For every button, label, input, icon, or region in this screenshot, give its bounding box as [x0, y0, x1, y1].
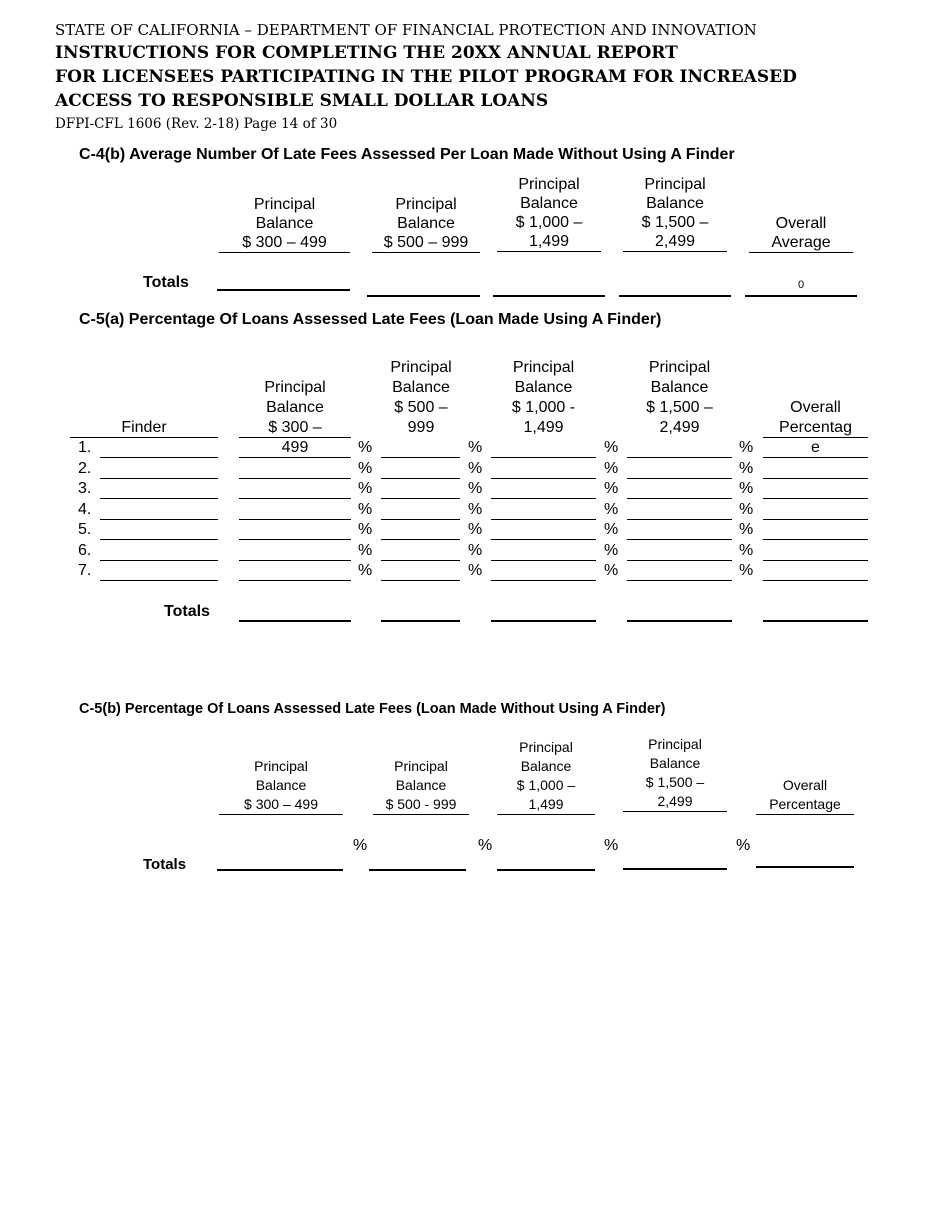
- c5a-row-number: 7.: [78, 562, 92, 579]
- c5b-col4-line: $ 1,500 –: [645, 774, 705, 790]
- c4b-total-col4-field[interactable]: [619, 295, 731, 297]
- c5a-col3-field[interactable]: [491, 580, 596, 581]
- c5b-col1-line: Balance: [255, 777, 307, 793]
- c5a-total-col1-field[interactable]: [239, 620, 351, 622]
- c5a-col3-field[interactable]: [491, 457, 596, 458]
- c5a-row-number: 2.: [78, 459, 92, 477]
- c5a-pct: %: [358, 521, 373, 538]
- c5a-col4-line: $ 1,500 –: [646, 399, 713, 416]
- c5a-finder-field[interactable]: [100, 539, 218, 540]
- c5a-pct: %: [604, 541, 619, 559]
- c5a-pct: %: [739, 500, 754, 518]
- c5a-col1-field[interactable]: [239, 580, 351, 581]
- c4b-col2-line: Principal: [395, 196, 457, 213]
- c5a-row-number: 1.: [78, 439, 92, 456]
- c5a-col3-line: Principal: [512, 359, 575, 376]
- c4b-total-col3-field[interactable]: [493, 295, 605, 297]
- c5a-col1-line: Balance: [266, 399, 324, 416]
- c5a-finder-field[interactable]: [100, 478, 218, 479]
- c4b-col5-header: [749, 214, 853, 253]
- c4b-col2-line: Balance: [397, 215, 455, 232]
- c5a-pct: %: [468, 562, 483, 579]
- c5a-col2-field[interactable]: [381, 478, 460, 479]
- c5a-finder-field[interactable]: [100, 498, 218, 499]
- c5a-row-number: 3.: [78, 480, 92, 497]
- c5b-col5-header: [756, 776, 854, 815]
- title-line-1: INSTRUCTIONS FOR COMPLETING THE 20XX ANNUAL REPORT: [55, 43, 678, 63]
- c4b-col4-line: Balance: [646, 195, 704, 212]
- c5b-col4-line: Principal: [648, 736, 702, 752]
- c5a-col4-field[interactable]: [627, 519, 732, 520]
- c5a-col3-field[interactable]: [491, 519, 596, 520]
- c4b-col1-header: [219, 195, 350, 253]
- c5a-col3-line: $ 1,000 -: [511, 399, 576, 416]
- c5b-pct-2: %: [478, 837, 493, 854]
- c5a-pct: %: [358, 562, 373, 579]
- c5b-col1-line: $ 300 – 499: [244, 796, 318, 812]
- c5a-col2-field[interactable]: [381, 560, 460, 561]
- c5b-col3-line: Balance: [520, 758, 572, 774]
- c5b-col3-line: $ 1,000 –: [516, 777, 576, 793]
- c5a-col3-field[interactable]: [491, 498, 596, 499]
- c5a-pct: %: [358, 480, 373, 497]
- c5a-col4-field[interactable]: [627, 560, 732, 561]
- c5b-col2-line: Principal: [394, 758, 448, 774]
- c5a-pct: %: [358, 500, 373, 518]
- c5a-col1-header: [239, 378, 351, 458]
- c5a-pct: %: [358, 439, 373, 456]
- c5a-pct: %: [468, 459, 483, 477]
- c5b-col4-line: Balance: [649, 755, 701, 771]
- c5a-col3-line: Balance: [514, 379, 573, 396]
- c5b-col4-line: 2,499: [657, 793, 693, 809]
- c5a-col2-field[interactable]: [381, 519, 460, 520]
- c5a-col5-header: [763, 398, 868, 458]
- c5a-col1-field[interactable]: [239, 457, 351, 458]
- c5a-row-number: 6.: [78, 541, 92, 559]
- c5a-pct: %: [604, 459, 619, 477]
- c5a-col4-field[interactable]: [627, 580, 732, 581]
- c5a-col3-field[interactable]: [491, 539, 596, 540]
- c5b-col4-header: [623, 735, 727, 812]
- c5a-col1-field[interactable]: [239, 478, 351, 479]
- c4b-col3-line: Balance: [520, 195, 578, 212]
- c5a-col2-header: [381, 358, 461, 438]
- c5a-section-title: C-5(a) Percentage Of Loans Assessed Late Fees (Loan Made Using A Finder): [79, 311, 662, 328]
- c5a-col1-field[interactable]: [239, 539, 351, 540]
- c5a-col5-field[interactable]: [763, 560, 868, 561]
- c5a-col1-field[interactable]: [239, 560, 351, 561]
- c5a-col2-field[interactable]: [381, 539, 460, 540]
- form-id: DFPI-CFL 1606 (Rev. 2-18) Page 14 of 30: [55, 116, 338, 132]
- c5b-total-col4-field[interactable]: [623, 868, 727, 870]
- c5a-col5-rule: [763, 437, 868, 438]
- c5b-total-col3-field[interactable]: [497, 869, 595, 871]
- c5a-col1-line: 499: [281, 439, 309, 456]
- c5a-col2-line: Principal: [390, 359, 452, 376]
- c5a-finder-field[interactable]: [100, 519, 218, 520]
- c5a-row-number: 5.: [78, 521, 92, 538]
- c5b-col2-header: [373, 757, 469, 815]
- c5b-totals-label: Totals: [143, 856, 187, 873]
- c5a-col1-line: $ 300 –: [268, 419, 322, 436]
- c5b-col2-line: Balance: [395, 777, 447, 793]
- c5a-finder-field[interactable]: [100, 580, 218, 581]
- c4b-col5-line: Overall: [775, 215, 827, 232]
- c5a-total-col3-field[interactable]: [491, 620, 596, 622]
- c5a-col5-line: e: [811, 439, 820, 456]
- c5a-col2-field[interactable]: [381, 580, 460, 581]
- c5a-col4-field[interactable]: [627, 478, 732, 479]
- c5a-col4-line: Principal: [648, 359, 711, 376]
- c4b-overall-value: 0: [797, 279, 805, 291]
- c5a-col1-line: Principal: [264, 379, 326, 396]
- c4b-col4-line: Principal: [644, 176, 706, 193]
- c5a-pct: %: [468, 521, 483, 538]
- c5a-finder-header: [70, 418, 218, 438]
- c5a-pct: %: [739, 439, 754, 456]
- c5a-pct: %: [739, 459, 754, 477]
- c4b-col5-line: Average: [771, 234, 831, 251]
- c5b-total-col1-field[interactable]: [217, 869, 343, 871]
- c5a-col4-field[interactable]: [627, 457, 732, 458]
- c5a-pct: %: [739, 562, 754, 579]
- c5a-col4-field[interactable]: [627, 498, 732, 499]
- c5b-col1-line: Principal: [254, 758, 308, 774]
- c5a-col1-rule: [239, 437, 351, 438]
- c5a-pct: %: [604, 562, 619, 579]
- c5b-pct-1: %: [353, 837, 368, 854]
- title-line-2: FOR LICENSEES PARTICIPATING IN THE PILOT PROGRAM FOR INCREASED: [55, 67, 797, 87]
- c5a-pct: %: [604, 521, 619, 538]
- c5a-finder-field[interactable]: [100, 560, 218, 561]
- c5a-col3-field[interactable]: [491, 478, 596, 479]
- c5a-pct: %: [739, 521, 754, 538]
- c4b-section-title: C-4(b) Average Number Of Late Fees Assessed Per Loan Made Without Using A Finder: [79, 146, 735, 163]
- c5b-col1-header: [219, 757, 343, 815]
- c5a-total-col5-field[interactable]: [763, 620, 868, 622]
- c5a-total-col4-field[interactable]: [627, 620, 732, 622]
- c4b-col1-line: $ 300 – 499: [242, 234, 327, 251]
- c4b-col3-line: $ 1,000 –: [515, 214, 583, 231]
- c5b-col3-line: Principal: [519, 739, 573, 755]
- c5a-finder-field[interactable]: [100, 457, 218, 458]
- c5a-col5-field[interactable]: [763, 498, 868, 499]
- c5a-pct: %: [604, 439, 619, 456]
- c4b-col1-line: Balance: [255, 215, 314, 232]
- title-line-3: ACCESS TO RESPONSIBLE SMALL DOLLAR LOANS: [55, 91, 549, 111]
- c5a-pct: %: [739, 541, 754, 559]
- c5b-col3-header: [497, 738, 595, 815]
- c5a-col5-field[interactable]: [763, 580, 868, 581]
- c5a-pct: %: [468, 541, 483, 559]
- c5b-col3-line: 1,499: [528, 796, 564, 812]
- c4b-total-col2-field[interactable]: [367, 295, 480, 297]
- c5a-pct: %: [358, 459, 373, 477]
- c5b-pct-4: %: [736, 837, 751, 854]
- c4b-col4-line: 2,499: [654, 233, 696, 250]
- c5a-total-col2-field[interactable]: [381, 620, 460, 622]
- c4b-col3-line: 1,499: [528, 233, 570, 250]
- c5a-col4-header: [627, 358, 732, 438]
- c4b-col4-header: [623, 175, 727, 252]
- c5a-col4-line: 2,499: [659, 419, 700, 436]
- c5b-section-title: C-5(b) Percentage Of Loans Assessed Late Fees (Loan Made Without Using A Finder): [79, 701, 666, 717]
- c5a-col3-line: 1,499: [523, 419, 564, 436]
- c4b-col1-line: Principal: [253, 196, 316, 213]
- c5b-col2-line: $ 500 - 999: [385, 796, 457, 812]
- c4b-col2-header: [372, 195, 480, 253]
- c5a-col2-line: $ 500 –: [394, 399, 448, 416]
- c5a-col2-line: Balance: [392, 379, 450, 396]
- c5a-pct: %: [468, 439, 483, 456]
- c4b-total-col1-field[interactable]: [217, 289, 350, 291]
- c5a-pct: %: [604, 500, 619, 518]
- c4b-col4-line: $ 1,500 –: [641, 214, 709, 231]
- c5a-pct: %: [604, 480, 619, 497]
- c5b-col5-line: Overall: [782, 777, 828, 793]
- c5a-col2-field[interactable]: [381, 457, 460, 458]
- c5a-col4-line: Balance: [650, 379, 709, 396]
- c5a-col3-field[interactable]: [491, 560, 596, 561]
- c5a-col2-field[interactable]: [381, 498, 460, 499]
- c5a-pct: %: [468, 480, 483, 497]
- c4b-totals-label: Totals: [143, 274, 189, 291]
- c5a-pct: %: [468, 500, 483, 518]
- c5a-row-number: 4.: [78, 500, 92, 518]
- c5a-pct: %: [739, 480, 754, 497]
- c5b-col5-line: Percentage: [769, 796, 841, 812]
- c4b-total-col5-field[interactable]: [745, 295, 857, 297]
- agency-line: STATE OF CALIFORNIA – DEPARTMENT OF FINANCIAL PROTECTION AND INNOVATION: [55, 21, 757, 39]
- c5b-pct-3: %: [604, 837, 619, 854]
- c5a-col5-field[interactable]: [763, 457, 868, 458]
- c5a-col4-field[interactable]: [627, 539, 732, 540]
- c5a-totals-label: Totals: [164, 603, 210, 620]
- c5a-col5-line: Overall: [790, 399, 841, 416]
- c5a-col2-line: 999: [407, 419, 435, 436]
- c4b-col2-line: $ 500 – 999: [383, 234, 469, 251]
- c5a-pct: %: [358, 541, 373, 559]
- c4b-col3-line: Principal: [518, 176, 580, 193]
- c5a-col5-field[interactable]: [763, 519, 868, 520]
- c5a-finder-label: Finder: [121, 419, 167, 436]
- c5a-col5-line: Percentag: [779, 419, 852, 436]
- c5a-col5-field[interactable]: [763, 478, 868, 479]
- c5a-col5-field[interactable]: [763, 539, 868, 540]
- c5b-total-col5-field[interactable]: [756, 866, 854, 868]
- c5a-col1-field[interactable]: [239, 498, 351, 499]
- c5a-col3-header: [491, 358, 596, 438]
- c5b-total-col2-field[interactable]: [369, 869, 466, 871]
- c4b-col3-header: [497, 175, 601, 252]
- c5a-col1-field[interactable]: [239, 519, 351, 520]
